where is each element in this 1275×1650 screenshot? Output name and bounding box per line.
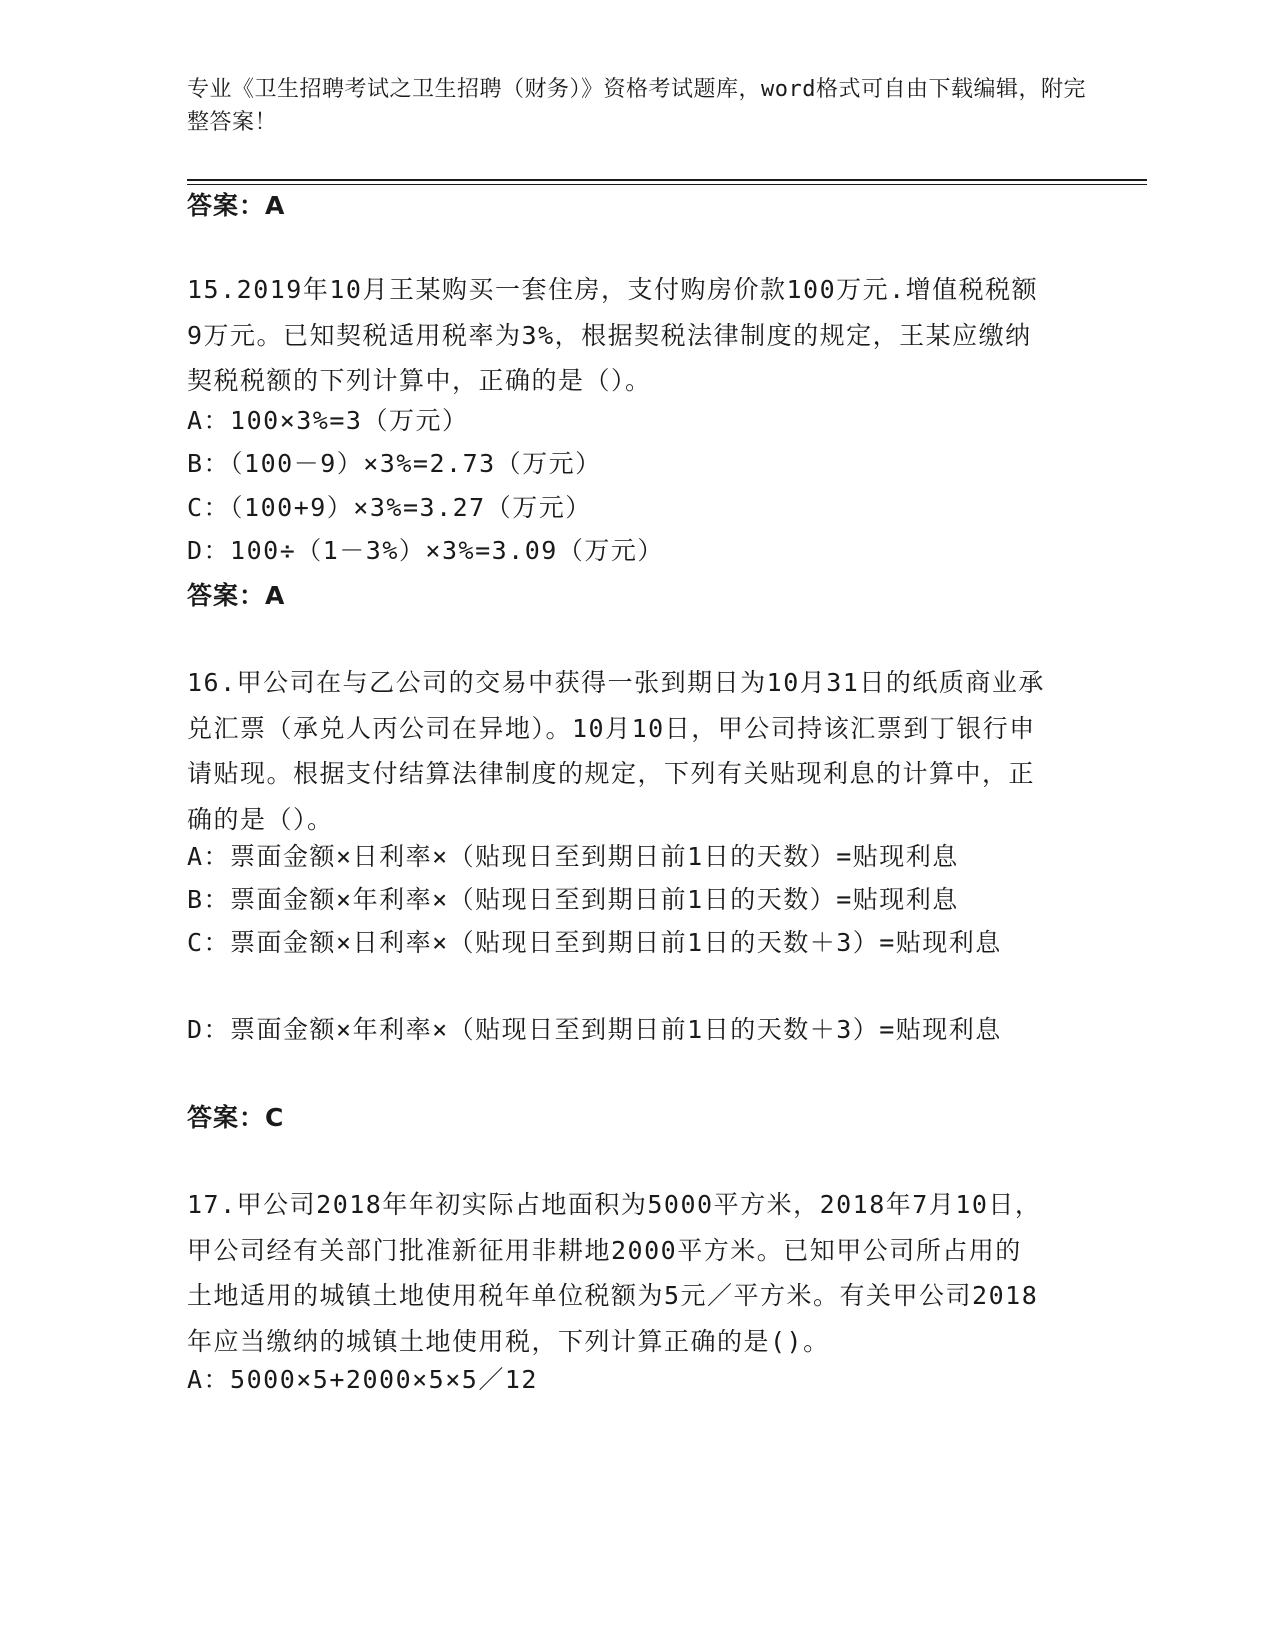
question-15-answer: 答案：A <box>187 581 286 610</box>
question-16-option-a: A：票面金额×日利率×（贴现日至到期日前1日的天数）=贴现利息 <box>187 842 959 871</box>
page-header: 专业《卫生招聘考试之卫生招聘（财务）》资格考试题库，word格式可自由下载编辑，附完整答案！ <box>187 77 1086 135</box>
question-15-option-c: C：（100+9）×3%=3.27（万元） <box>187 493 592 522</box>
question-15-option-a: A：100×3%=3（万元） <box>187 406 469 435</box>
question-16-option-c: C：票面金额×日利率×（贴现日至到期日前1日的天数＋3）=贴现利息 <box>187 928 1002 957</box>
question-16-answer: 答案：C <box>187 1103 285 1132</box>
header-divider-thin <box>187 184 1147 185</box>
question-17-option-a: A：5000×5+2000×5×5／12 <box>187 1365 538 1394</box>
question-16-option-d: D：票面金额×年利率×（贴现日至到期日前1日的天数＋3）=贴现利息 <box>187 1015 1002 1044</box>
answer-previous-question: 答案：A <box>187 191 286 220</box>
question-15-option-d: D：100÷（1－3%）×3%=3.09（万元） <box>187 536 664 565</box>
question-16-stem: 16.甲公司在与乙公司的交易中获得一张到期日为10月31日的纸质商业承兑汇票（承兑人丙公司在异地）。10月10日，甲公司持该汇票到丁银行申请贴现。根据支付结算法律制度的规定，下列有关贴现利息的计算中，正确的是（）。 <box>187 668 1045 834</box>
question-17-stem: 17.甲公司2018年年初实际占地面积为5000平方米，2018年7月10日，甲公司经有关部门批准新征用非耕地2000平方米。已知甲公司所占用的土地适用的城镇土地使用税年单位税额为5元／平方米。有关甲公司2018年应当缴纳的城镇土地使用税，下列计算正确的是()。 <box>187 1190 1042 1356</box>
question-16-option-b: B：票面金额×年利率×（贴现日至到期日前1日的天数）=贴现利息 <box>187 885 959 914</box>
question-15-option-b: B：（100－9）×3%=2.73（万元） <box>187 449 602 478</box>
header-divider-thick <box>187 179 1147 181</box>
question-15-stem: 15.2019年10月王某购买一套住房，支付购房价款100万元.增值税税额9万元。已知契税适用税率为3%，根据契税法律制度的规定，王某应缴纳契税税额的下列计算中，正确的是（）。 <box>187 275 1039 395</box>
